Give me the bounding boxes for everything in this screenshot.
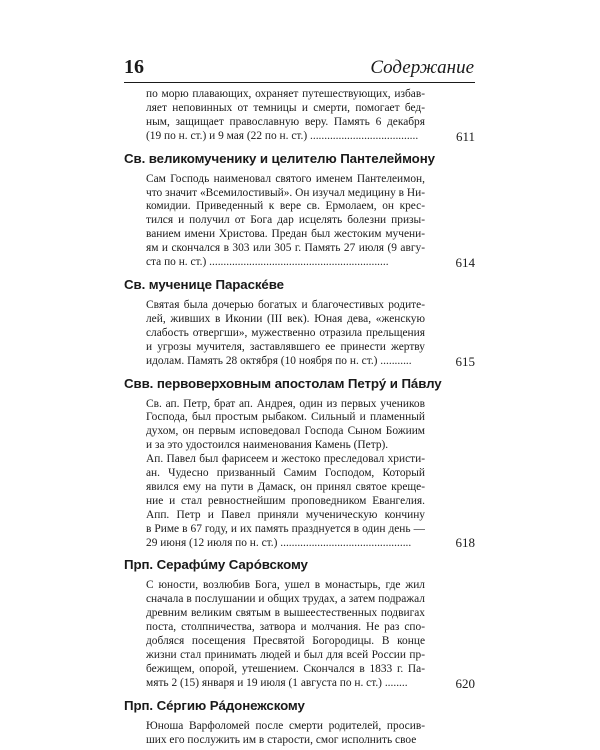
text-line: мять 2 (15) января и 19 июля (1 августа по н. ст.) ........	[146, 676, 408, 689]
entry-description	[146, 720, 425, 748]
text-line: ным, защищает православную веру. Память 6 декабря	[146, 115, 425, 128]
text-line: Сам Господь наименовал святого именем Пантелеимон,	[146, 172, 425, 185]
text-line: комидии. Приведенный к вере св. Ермолаем, он крес-	[146, 200, 425, 213]
entry-description	[146, 398, 425, 551]
text-line: лей, живших в Иконии (III век). Юная дева, «женскую	[146, 312, 425, 325]
text-line: ста по н. ст.) ...............................................................	[146, 256, 389, 269]
text-line: Господа, был простым рыбаком. Сильный и пламенный	[146, 411, 425, 424]
text-line: ванием имени Христова. Предан был жестоким мучени-	[146, 228, 425, 241]
text-line: ние и стал ревностнейшим проповедником Евангелия.	[146, 494, 425, 507]
entry-description	[146, 579, 425, 690]
text-line: сначала в послушании и общих трудах, а затем подражал	[146, 593, 425, 606]
entry-description	[146, 173, 425, 270]
text-line: идолам. Память 28 октября (10 ноября по н. ст.) ...........	[146, 354, 412, 367]
text-line: (19 по н. ст.) и 9 мая (22 по н. ст.) ......................................	[146, 129, 419, 142]
text-line: ям и скончался в 303 или 305 г. Память 27 июля (9 авгу-	[146, 242, 425, 255]
entry-description	[146, 88, 425, 144]
text-line: духом, он первым исповедовал Господа Сыном Божиим	[146, 425, 425, 438]
text-line: Ап. Павел был фарисеем и жестоко преследовал христи-	[146, 453, 425, 466]
section-title: Св. мученице Параскéве	[124, 276, 284, 292]
toc-entry	[124, 173, 475, 270]
running-title: Содержание	[370, 57, 474, 78]
text-line: Св. ап. Петр, брат ап. Андрея, один из первых учеников	[146, 397, 425, 410]
section-title: Св. великомученику и целителю Пантелеймону	[124, 150, 435, 166]
toc-entry	[124, 398, 475, 551]
text-line: ших его послужить им в старости, смог исполнить свое	[146, 733, 417, 746]
text-line: 29 июня (12 июля по н. ст.) ..............................................	[146, 536, 412, 549]
text-line: поста, столпничества, затвора и молчания. Не раз спо-	[146, 621, 425, 634]
text-line: добляся посещения Пресвятой Богородицы. В конце	[146, 635, 425, 648]
text-line: жизни стал принимать людей и был для всей России пр-	[146, 649, 425, 661]
text-line: и угрозы мучителя, заставлявшего ее принести жертву	[146, 340, 425, 353]
header-rule	[124, 82, 475, 83]
toc-entry	[124, 299, 475, 369]
toc-entry	[124, 579, 475, 690]
page-number: 16	[124, 56, 144, 78]
page-ref: 611	[455, 128, 475, 144]
page-ref: 620	[455, 675, 475, 691]
text-line: С юности, возлюбив Бога, ушел в монастырь, где жил	[146, 579, 425, 592]
toc-entry	[124, 88, 475, 144]
text-line: и за это удостоился наименования Камень (Петр).	[146, 439, 389, 452]
text-line: в Риме в 67 году, и их память празднуется в один день —	[146, 522, 425, 535]
page-ref: 615	[455, 353, 475, 369]
toc-content	[124, 88, 475, 748]
text-line: бежищем, опорой, утешением. Скончался в 1833 г. Па-	[146, 662, 425, 675]
text-line: ляет неповинных от темницы и смерти, помогает бед-	[146, 101, 425, 114]
text-line: слабость отвергши», мужественно отразила прельщения	[146, 326, 425, 339]
page-ref: 618	[455, 535, 475, 551]
text-line: тился и получил от Бога дар исцелять болезни призы-	[146, 214, 425, 227]
section-title: Прп. Сéргию Рáдонежскому	[124, 697, 305, 713]
text-line: древним великим святым в вышеестественных подвигах	[146, 607, 425, 620]
running-header	[124, 56, 474, 78]
text-line: Святая была дочерью богатых и благочестивых родите-	[146, 298, 425, 311]
text-line: явился ему на пути в Дамаск, он принял святое креще-	[146, 480, 425, 493]
text-line: по морю плавающих, охраняет путешествующих, избав-	[146, 88, 425, 100]
text-line: Юноша Варфоломей после смерти родителей, просив-	[146, 719, 425, 732]
text-line: ан. Чудесно призванный Самим Господом, Который	[146, 467, 425, 480]
section-title: Свв. первоверховным апостолам Петрý и Пáвлу	[124, 375, 442, 391]
text-line: что значит «Всемилостивый». Он изучал медицину в Ни-	[146, 186, 425, 199]
section-title: Прп. Серафúму Сарóвскому	[124, 557, 308, 573]
text-line: Апп. Петр и Павел приняли мученическую кончину	[146, 508, 425, 521]
toc-entry	[124, 720, 475, 748]
entry-description	[146, 299, 425, 369]
page-ref: 614	[455, 254, 475, 270]
